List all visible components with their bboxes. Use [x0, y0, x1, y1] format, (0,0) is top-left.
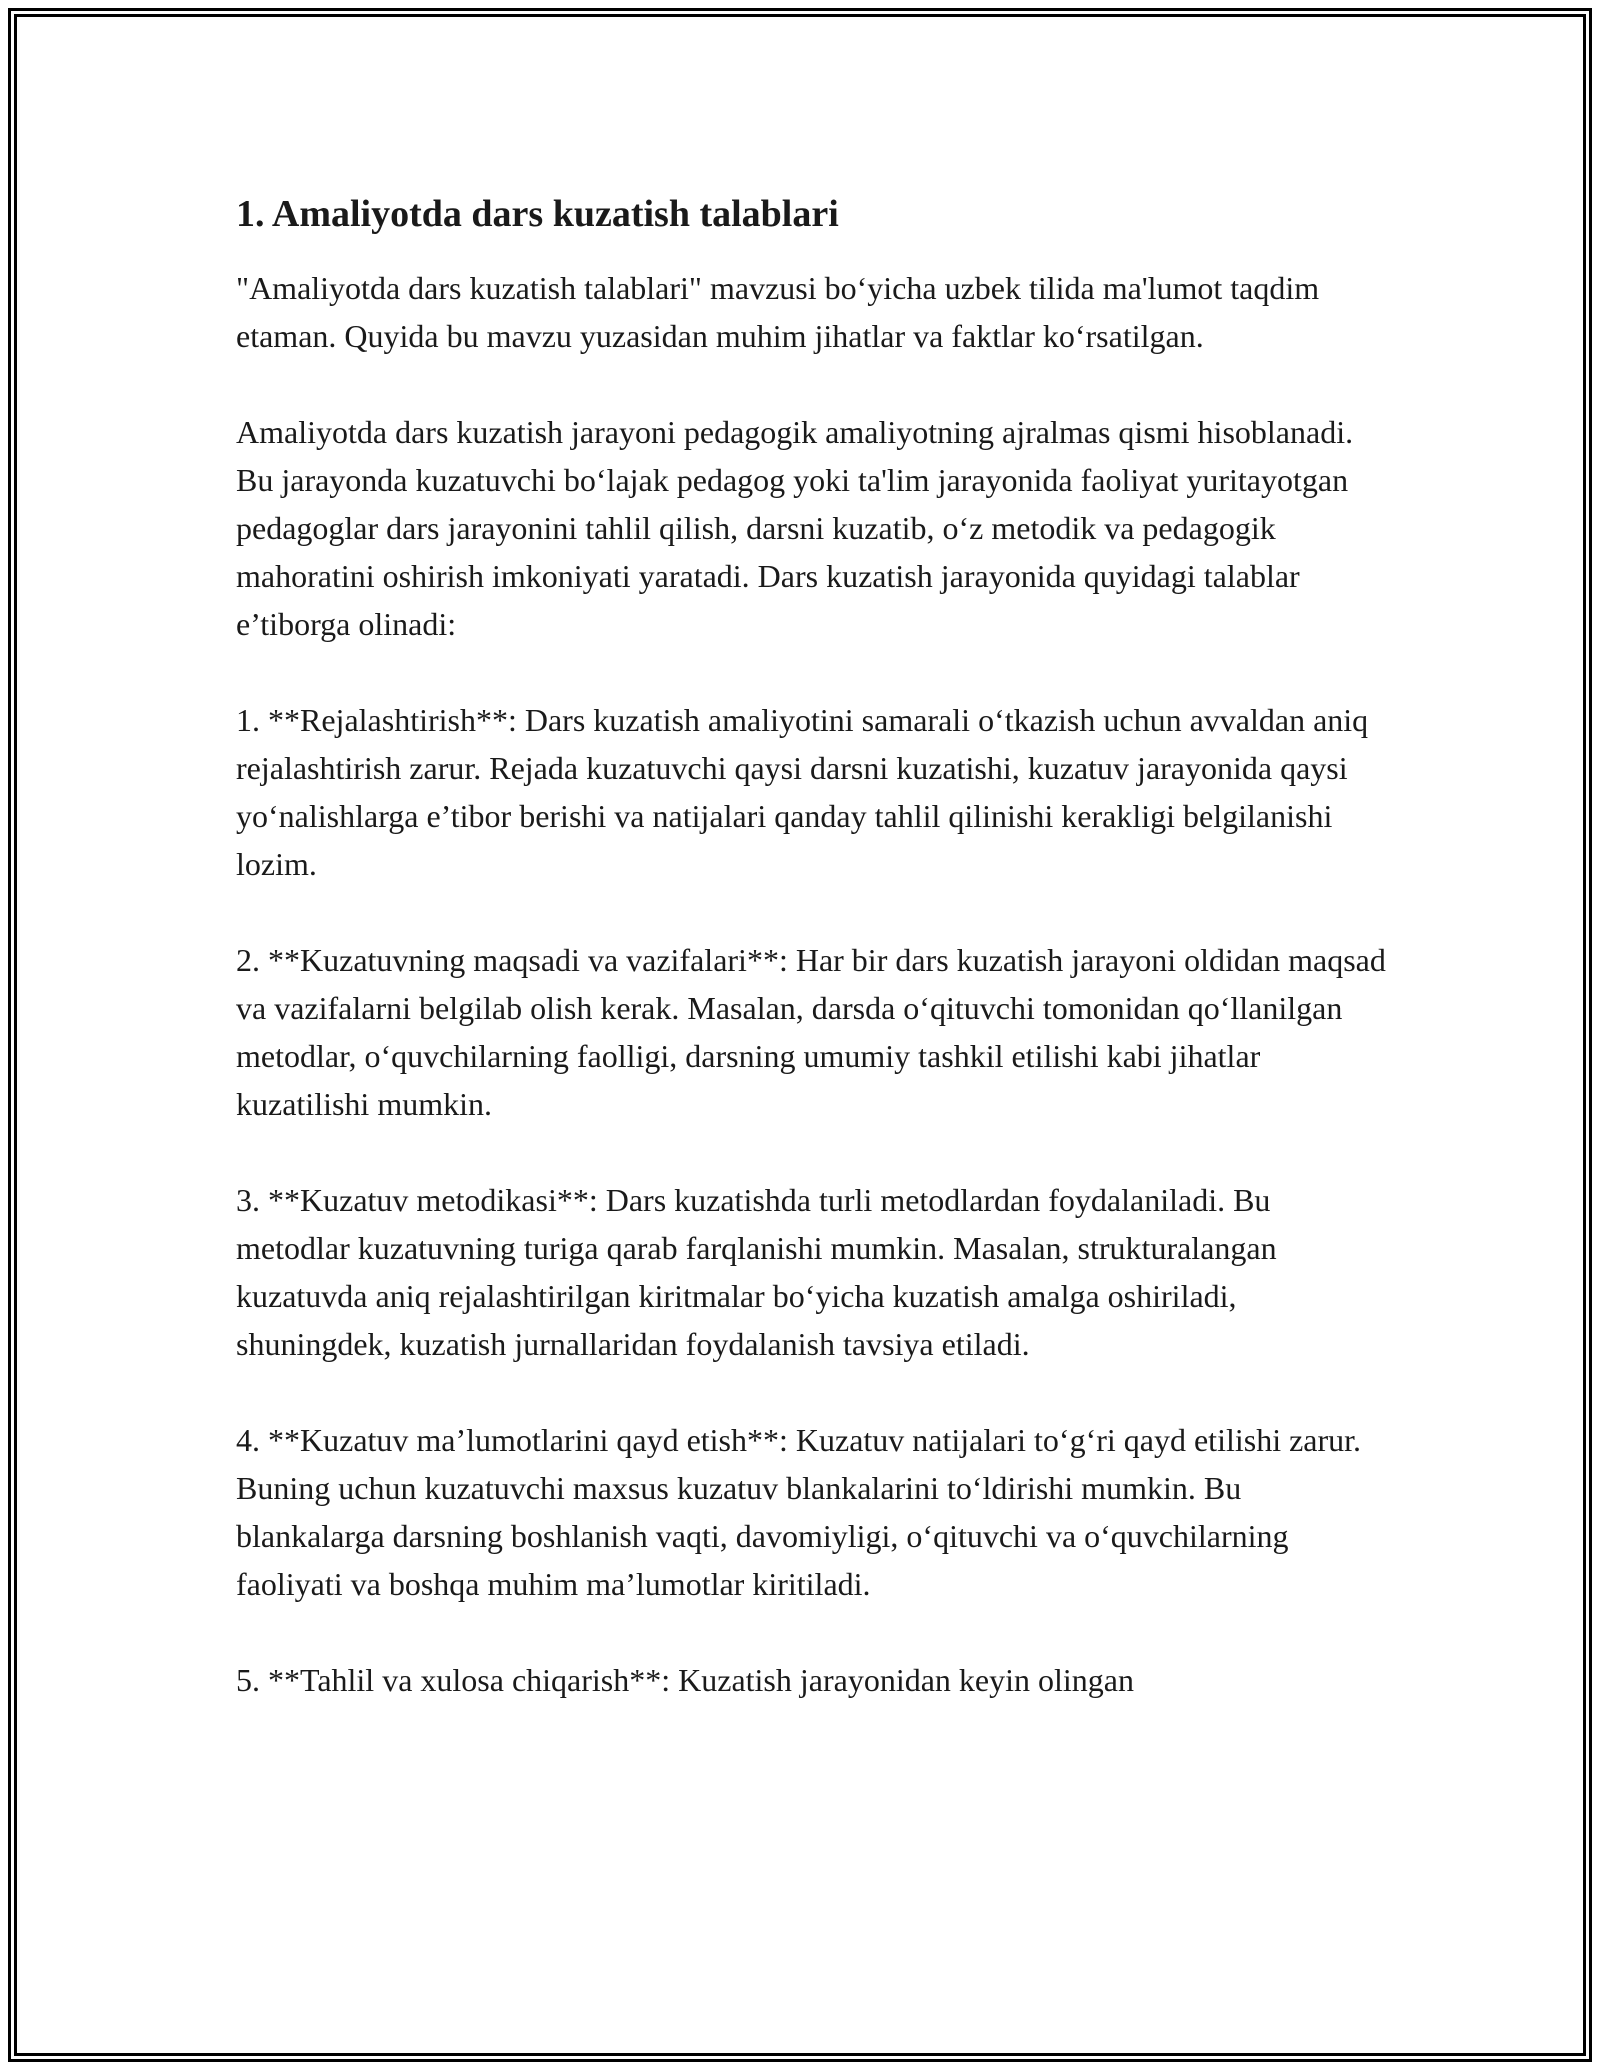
- paragraph-item-3: 3. **Kuzatuv metodikasi**: Dars kuzatishda turli metodlardan foydalaniladi. Bu metodlar kuzatuvning turiga qarab farqlanishi mumkin. Masalan, strukturalangan kuzatuvda aniq rejalashtirilgan kiritmalar bo‘yicha kuzatish amalga oshiriladi, shuningdek, kuzatish jurnallaridan foydalanish tavsiya etiladi.: [236, 1182, 1277, 1362]
- paragraph-item-1: 1. **Rejalashtirish**: Dars kuzatish amaliyotini samarali o‘tkazish uchun avvaldan aniq rejalashtirish zarur. Rejada kuzatuvchi qaysi darsni kuzatishi, kuzatuv jarayonida qaysi yo‘nalishlarga e’tibor berishi va natijalari qanday tahlil qilinishi kerakligi belgilanishi lozim.: [236, 702, 1369, 882]
- document-page: [236, 188, 1386, 1752]
- paragraph-item-4: 4. **Kuzatuv ma’lumotlarini qayd etish**: Kuzatuv natijalari to‘g‘ri qayd etilishi zarur. Buning uchun kuzatuvchi maxsus kuzatuv blankalarini to‘ldirishi mumkin. Bu blankalarga darsning boshlanish vaqti, davomiyligi, o‘qituvchi va o‘quvchilarning faoliyati va boshqa muhim ma’lumotlar kiritiladi.: [236, 1422, 1362, 1602]
- paragraph-overview: Amaliyotda dars kuzatish jarayoni pedagogik amaliyotning ajralmas qismi hisoblanadi. Bu jarayonda kuzatuvchi bo‘lajak pedagog yoki ta'lim jarayonida faoliyat yuritayotgan pedagoglar dars jarayonini tahlil qilish, darsni kuzatib, o‘z metodik va pedagogik mahoratini oshirish imkoniyati yaratadi. Dars kuzatish jarayonida quyidagi talablar e’tiborga olinadi:: [236, 414, 1354, 642]
- paragraph-intro: "Amaliyotda dars kuzatish talablari" mavzusi bo‘yicha uzbek tilida ma'lumot taqdim etaman. Quyida bu mavzu yuzasidan muhim jihatlar va faktlar ko‘rsatilgan.: [236, 270, 1320, 354]
- paragraph-item-2: 2. **Kuzatuvning maqsadi va vazifalari**: Har bir dars kuzatish jarayoni oldidan maqsad va vazifalarni belgilab olish kerak. Masalan, darsda o‘qituvchi tomonidan qo‘llanilgan metodlar, o‘quvchilarning faolligi, darsning umumiy tashkil etilishi kabi jihatlar kuzatilishi mumkin.: [236, 942, 1386, 1122]
- paragraph-item-5: 5. **Tahlil va xulosa chiqarish**: Kuzatish jarayonidan keyin olingan: [236, 1662, 1134, 1698]
- document-title: 1. Amaliyotda dars kuzatish talablari: [236, 193, 839, 235]
